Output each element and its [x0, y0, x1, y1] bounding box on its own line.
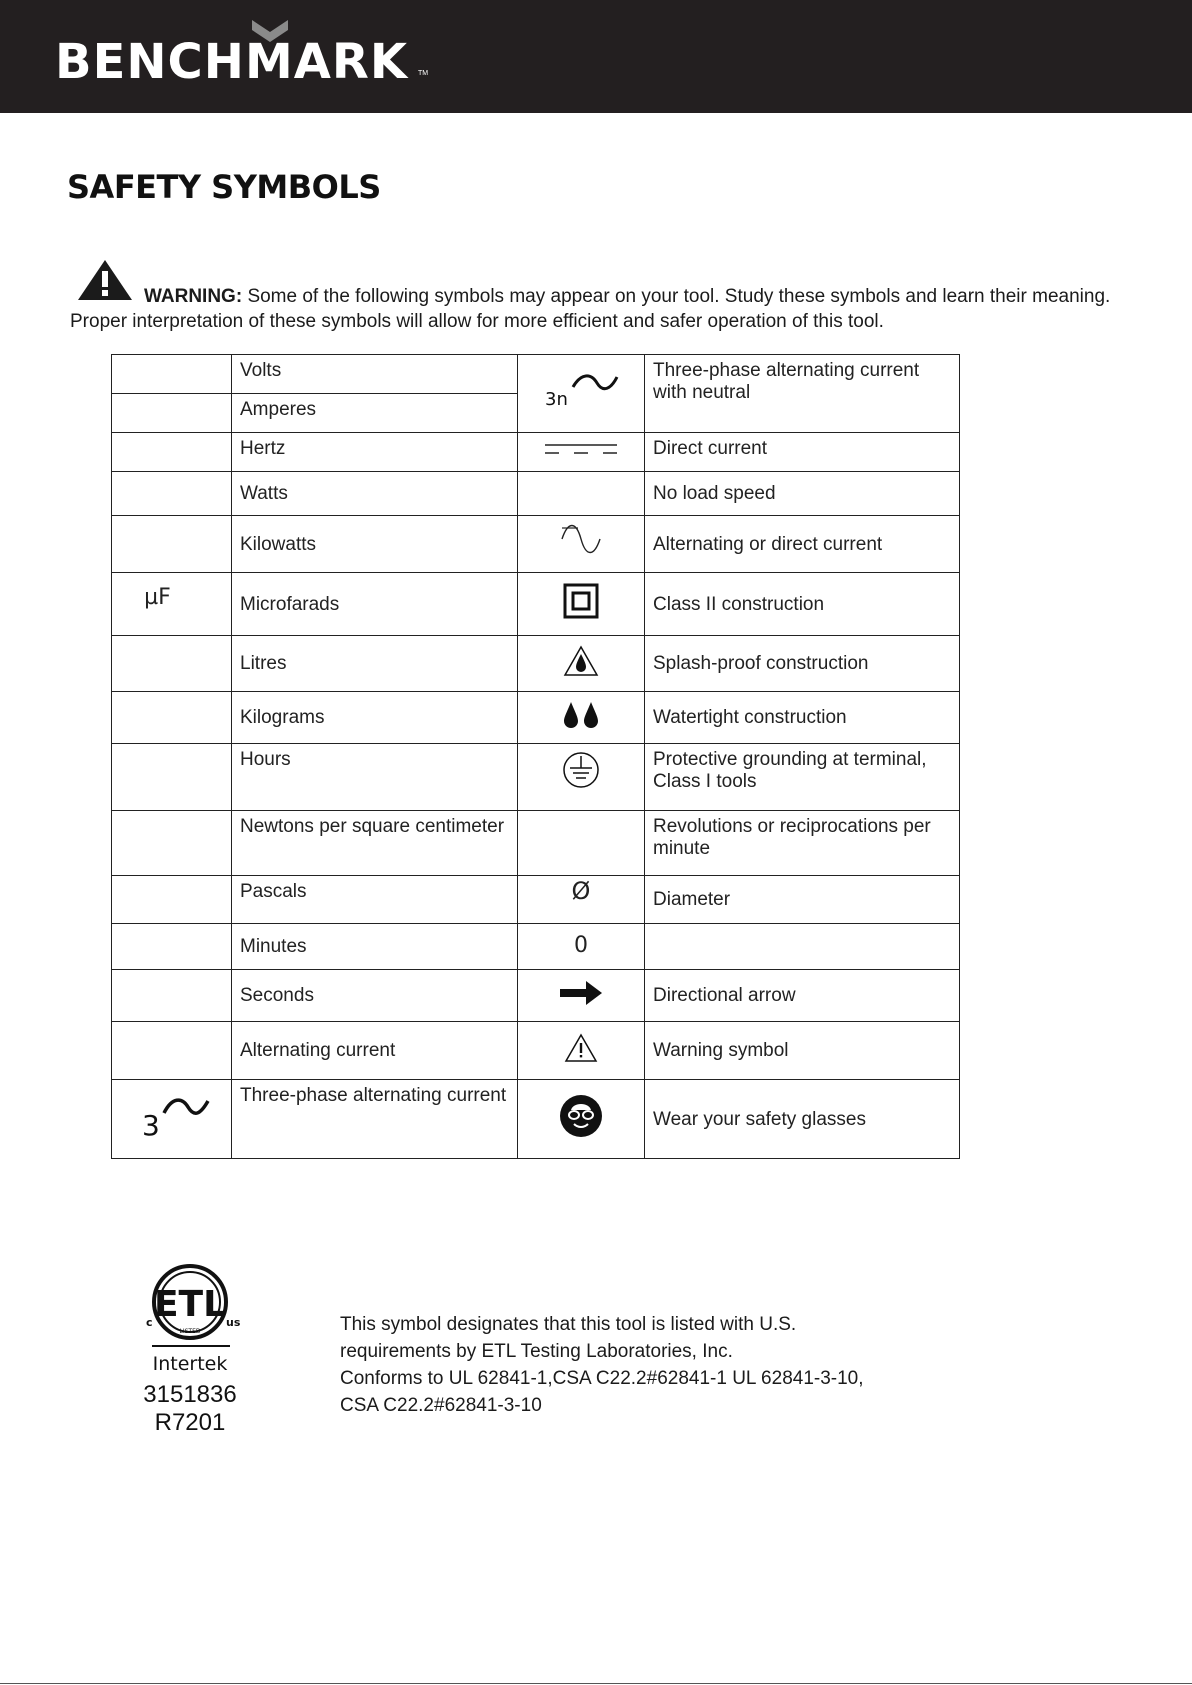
- meaning-cell: Watertight construction: [645, 692, 960, 744]
- symbol-cell: [112, 744, 232, 811]
- certification-text: [340, 1311, 864, 1419]
- watertight-icon: [561, 700, 601, 730]
- etl-number: 3151836: [143, 1381, 237, 1408]
- meaning-cell: Directional arrow: [645, 970, 960, 1022]
- symbol-cell: [518, 355, 645, 433]
- ac-dc-icon: [556, 523, 606, 559]
- meaning-cell: Minutes: [232, 924, 518, 970]
- meaning-cell: Volts: [232, 355, 518, 394]
- symbol-cell: [112, 876, 232, 924]
- table-row: [112, 636, 960, 692]
- meaning-cell: Class II construction: [645, 573, 960, 636]
- table-row: [112, 355, 960, 394]
- meaning-cell: Seconds: [232, 970, 518, 1022]
- table-row: [112, 876, 960, 924]
- meaning-cell: Pascals: [232, 876, 518, 924]
- symbol-cell: [518, 1080, 645, 1159]
- ground-icon: [561, 750, 601, 790]
- etl-listed-text: LISTED: [179, 1328, 201, 1335]
- warning-triangle-icon: [76, 258, 134, 302]
- table-row: [112, 1080, 960, 1159]
- table-row: [112, 970, 960, 1022]
- table-row: [112, 744, 960, 811]
- meaning-cell: Diameter: [645, 876, 960, 924]
- symbol-cell: [518, 970, 645, 1022]
- meaning-cell: Three-phase alternating current with neutral: [645, 355, 960, 433]
- certification-line: CSA C22.2#62841-3-10: [340, 1395, 542, 1416]
- meaning-cell: Warning symbol: [645, 1022, 960, 1080]
- meaning-cell: Three-phase alternating current: [232, 1080, 518, 1159]
- etl-listed-logo: [138, 1262, 262, 1442]
- symbol-cell: [112, 472, 232, 516]
- meaning-cell: Revolutions or reciprocations per minute: [645, 811, 960, 876]
- table-row: [112, 433, 960, 472]
- table-row: [112, 472, 960, 516]
- meaning-cell: Newtons per square centimeter: [232, 811, 518, 876]
- meaning-cell: No load speed: [645, 472, 960, 516]
- table-row: [112, 573, 960, 636]
- symbol-cell: [518, 433, 645, 472]
- bottom-divider: [0, 1683, 1192, 1684]
- symbol-cell: [518, 472, 645, 516]
- etl-company: Intertek: [152, 1353, 228, 1375]
- meaning-cell: Protective grounding at terminal, Class I tools: [645, 744, 960, 811]
- warning-text-2: Proper interpretation of these symbols will allow for more efficient and safer operation of this tool.: [70, 311, 884, 332]
- left-symbol: µF: [144, 584, 171, 610]
- table-row: [112, 692, 960, 744]
- trademark-mark: TM: [418, 70, 429, 77]
- symbol-cell: [112, 573, 232, 636]
- symbol-cell: [518, 876, 645, 924]
- meaning-cell: Microfarads: [232, 573, 518, 636]
- meaning-cell: Alternating or direct current: [645, 516, 960, 573]
- etl-c-mark: c: [146, 1316, 153, 1329]
- splash-proof-icon: [563, 645, 599, 677]
- brand-logo: BENCHMARK: [55, 34, 409, 90]
- symbol-cell: [112, 355, 232, 394]
- symbol-cell: [112, 516, 232, 573]
- etl-code: R7201: [154, 1409, 226, 1436]
- meaning-cell: [645, 924, 960, 970]
- meaning-cell: Amperes: [232, 394, 518, 433]
- symbols-table: [111, 354, 960, 1159]
- three-phase-neutral-icon: [541, 369, 621, 413]
- symbol-cell: [518, 573, 645, 636]
- warning-text: [144, 286, 1110, 308]
- meaning-cell: Watts: [232, 472, 518, 516]
- meaning-cell: Direct current: [645, 433, 960, 472]
- table-row: [112, 811, 960, 876]
- page-header: [0, 0, 1192, 113]
- symbol-cell: [112, 636, 232, 692]
- three-phase-ac-icon: [132, 1091, 212, 1141]
- meaning-cell: Litres: [232, 636, 518, 692]
- svg-text:3n: 3n: [545, 388, 568, 410]
- symbol-cell: [518, 744, 645, 811]
- minutes-symbol: 0: [574, 933, 588, 958]
- table-row: [112, 924, 960, 970]
- symbol-cell: [112, 1080, 232, 1159]
- meaning-cell: Hours: [232, 744, 518, 811]
- diameter-symbol: Ø: [571, 877, 591, 905]
- warning-icon: [564, 1033, 598, 1063]
- warning-text-1: Some of the following symbols may appear on your tool. Study these symbols and learn their meaning.: [247, 286, 1111, 307]
- meaning-cell: Kilowatts: [232, 516, 518, 573]
- table-row: [112, 516, 960, 573]
- meaning-cell: Alternating current: [232, 1022, 518, 1080]
- symbol-cell: [518, 692, 645, 744]
- symbol-cell: [112, 970, 232, 1022]
- safety-glasses-icon: [559, 1094, 603, 1138]
- svg-text:3: 3: [141, 1109, 160, 1141]
- meaning-cell: Wear your safety glasses: [645, 1080, 960, 1159]
- arrow-icon: [558, 979, 604, 1007]
- symbol-cell: [112, 1022, 232, 1080]
- etl-mark: ETL: [153, 1284, 227, 1325]
- meaning-cell: Hertz: [232, 433, 518, 472]
- certification-line: requirements by ETL Testing Laboratories, Inc.: [340, 1341, 733, 1362]
- direct-current-icon: [541, 439, 621, 459]
- page-title: SAFETY SYMBOLS: [67, 168, 381, 206]
- table-row: [112, 1022, 960, 1080]
- symbol-cell: [112, 433, 232, 472]
- meaning-cell: Kilograms: [232, 692, 518, 744]
- meaning-cell: Splash-proof construction: [645, 636, 960, 692]
- symbol-cell: [518, 811, 645, 876]
- symbol-cell: [518, 636, 645, 692]
- certification-line: This symbol designates that this tool is listed with U.S.: [340, 1314, 797, 1335]
- symbol-cell: [112, 811, 232, 876]
- certification-line: Conforms to UL 62841-1,CSA C22.2#62841-1 UL 62841-3-10,: [340, 1368, 864, 1389]
- etl-us-mark: us: [226, 1316, 241, 1329]
- symbol-cell: [518, 516, 645, 573]
- warning-label: WARNING:: [144, 286, 243, 307]
- class-ii-icon: [563, 583, 599, 619]
- symbol-cell: [518, 1022, 645, 1080]
- symbol-cell: [112, 394, 232, 433]
- symbol-cell: [518, 924, 645, 970]
- symbol-cell: [112, 924, 232, 970]
- symbol-cell: [112, 692, 232, 744]
